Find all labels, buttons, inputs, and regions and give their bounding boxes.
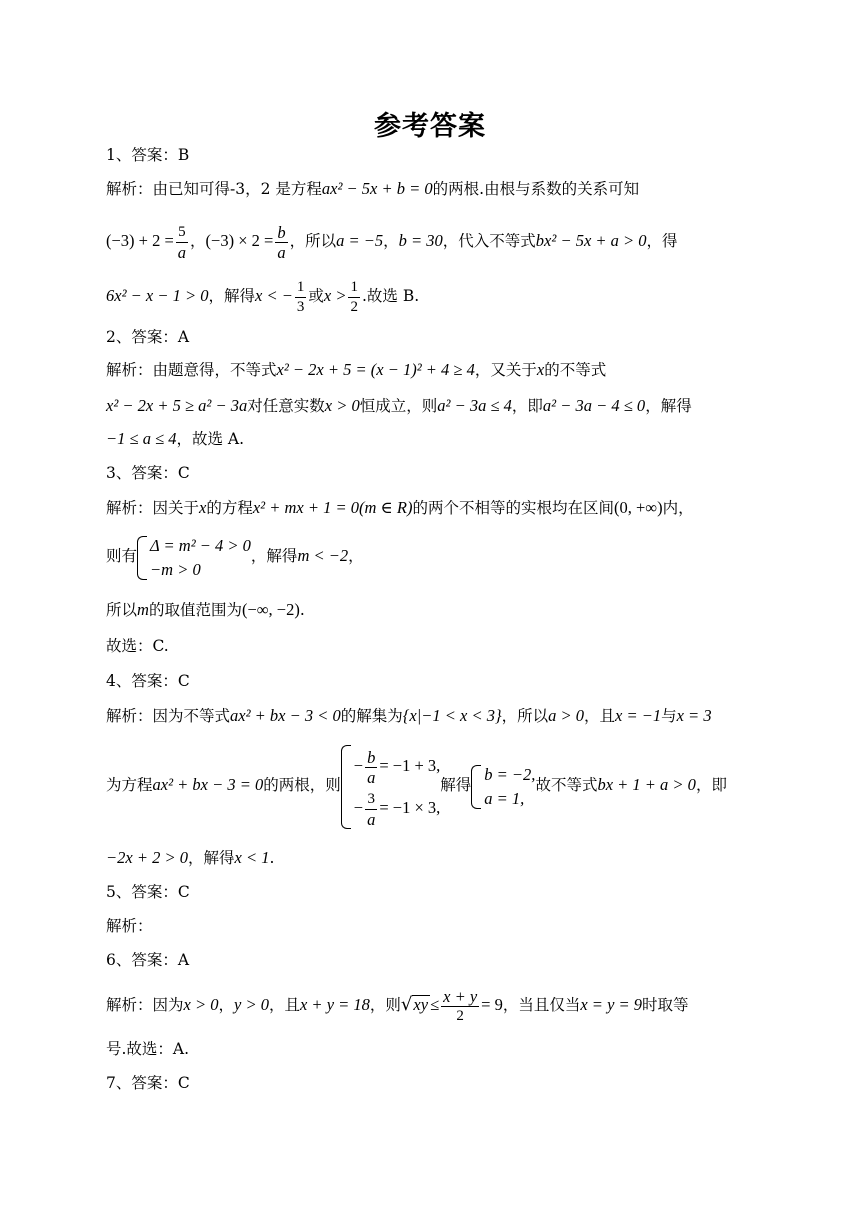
text: 内， bbox=[662, 499, 694, 517]
text: ，且 bbox=[583, 707, 615, 725]
denominator: a bbox=[277, 242, 286, 262]
system-rows bbox=[150, 534, 251, 582]
system-row: b = −2, bbox=[484, 765, 536, 784]
text: 解析：由已知可得-3，2 是方程 bbox=[106, 180, 322, 198]
q2-analysis-line1 bbox=[106, 358, 778, 382]
text: ， bbox=[190, 232, 206, 250]
fraction bbox=[365, 790, 377, 829]
q6-analysis-line1 bbox=[106, 983, 778, 1027]
q5-analysis: 解析： bbox=[106, 917, 153, 935]
text: ，且 bbox=[268, 996, 300, 1014]
text: 解析：由题意得，不等式 bbox=[106, 361, 277, 379]
equation: a² − 3a − 4 ≤ 0 bbox=[542, 396, 646, 415]
numerator: 1 bbox=[295, 278, 307, 298]
text: ，又关于 bbox=[474, 361, 537, 379]
equation: x > 0 bbox=[183, 995, 219, 1014]
set: {x|−1 < x < 3} bbox=[402, 706, 502, 725]
denominator: 2 bbox=[456, 1007, 464, 1024]
text: 的两个不相等的实根均在区间 bbox=[412, 499, 614, 517]
q4-analysis-line1 bbox=[106, 704, 778, 728]
text: ，则 bbox=[369, 996, 401, 1014]
fraction bbox=[275, 223, 287, 262]
text: 的方程 bbox=[206, 499, 253, 517]
equation: −2x + 2 > 0 bbox=[106, 848, 188, 867]
page-title: 参考答案 bbox=[374, 111, 486, 142]
equation: a² − 3a ≤ 4 bbox=[437, 396, 512, 415]
text: 故不等式 bbox=[535, 776, 598, 794]
system-rows bbox=[354, 745, 440, 829]
q3-answer: 3、答案：C bbox=[106, 464, 190, 482]
text: 解得 bbox=[440, 776, 472, 794]
q1-analysis-line2 bbox=[106, 219, 778, 263]
denominator: 3 bbox=[296, 298, 305, 315]
text: 所以 bbox=[106, 601, 138, 619]
q7-answer: 7、答案：C bbox=[106, 1074, 190, 1092]
q3-analysis-line1 bbox=[106, 496, 778, 520]
equation: m < −2 bbox=[297, 546, 349, 565]
equation: = 9 bbox=[481, 995, 503, 1014]
text: 的取值范围为 bbox=[148, 601, 242, 619]
equation: x < − bbox=[255, 286, 293, 305]
variable: x bbox=[536, 360, 545, 379]
denominator: a bbox=[367, 767, 376, 787]
text: 解析：因为 bbox=[106, 996, 184, 1014]
operator: ≤ bbox=[430, 995, 440, 1014]
text: 与 bbox=[661, 707, 677, 725]
text: 的解集为 bbox=[340, 707, 403, 725]
text: 解析：因为不等式 bbox=[106, 707, 231, 725]
interval: (0, +∞) bbox=[614, 498, 663, 517]
text: ， bbox=[348, 547, 364, 565]
system-row: −m > 0 bbox=[150, 560, 201, 579]
equation-system bbox=[341, 741, 440, 831]
brace bbox=[471, 765, 481, 809]
text: ，得 bbox=[646, 232, 678, 250]
equation: x = −1 bbox=[615, 706, 662, 725]
equation: bx + 1 + a > 0 bbox=[597, 775, 696, 794]
equation: x = 3 bbox=[676, 706, 712, 725]
text: 为方程 bbox=[106, 776, 153, 794]
fraction bbox=[348, 278, 360, 317]
q5-answer: 5、答案：C bbox=[106, 883, 190, 901]
equation: bx² − 5x + a > 0 bbox=[535, 231, 647, 250]
text: ，所以 bbox=[289, 232, 337, 250]
system-row bbox=[354, 745, 440, 787]
equation: x² + mx + 1 = 0(m ∈ R) bbox=[252, 498, 413, 517]
equation: = −1 × 3, bbox=[379, 798, 441, 817]
q2-analysis-line3 bbox=[106, 427, 778, 451]
q1-analysis-line1 bbox=[106, 177, 778, 201]
radical-sign: √ bbox=[400, 994, 413, 1015]
text: ， bbox=[218, 996, 234, 1014]
system-rows bbox=[484, 763, 535, 811]
text: 则有 bbox=[106, 547, 138, 565]
text: ，故选 A. bbox=[176, 430, 245, 448]
equation: x < 1 bbox=[234, 848, 270, 867]
equation: x > 0 bbox=[324, 396, 360, 415]
equation: x² − 2x + 5 = (x − 1)² + 4 ≥ 4 bbox=[276, 360, 475, 379]
fraction bbox=[441, 987, 479, 1026]
q3-conclusion: 故选：C. bbox=[106, 637, 169, 655]
q4-analysis-line2 bbox=[106, 740, 778, 830]
text: ，解得 bbox=[645, 397, 692, 415]
system-row bbox=[354, 787, 440, 829]
numerator: x + y bbox=[443, 986, 478, 1006]
text: 或 bbox=[308, 287, 324, 305]
equation: b = 30 bbox=[398, 231, 443, 250]
numerator: b bbox=[277, 222, 286, 242]
q4-answer: 4、答案：C bbox=[106, 672, 190, 690]
minus-sign: − bbox=[353, 798, 364, 817]
fraction bbox=[295, 278, 307, 317]
text: 的两根.由根与系数的关系可知 bbox=[432, 180, 640, 198]
equation: (−3) × 2 = bbox=[205, 231, 274, 250]
equation: x² − 2x + 5 ≥ a² − 3a bbox=[106, 396, 248, 415]
brace bbox=[341, 745, 351, 829]
equation-system bbox=[137, 531, 251, 583]
numerator: b bbox=[367, 747, 376, 767]
equation: x = y = 9 bbox=[580, 995, 643, 1014]
text: . bbox=[299, 601, 305, 619]
system-row: Δ = m² − 4 > 0 bbox=[150, 536, 251, 555]
q6-analysis-line2: 号.故选：A. bbox=[106, 1040, 190, 1058]
text: 解析：因关于 bbox=[106, 499, 200, 517]
numerator: 3 bbox=[365, 790, 377, 810]
equation: 6x² − x − 1 > 0 bbox=[106, 286, 209, 305]
variable: m bbox=[137, 600, 149, 619]
denominator: a bbox=[367, 809, 376, 829]
radicand: xy bbox=[413, 995, 429, 1014]
q1-analysis-line3 bbox=[106, 274, 778, 318]
text: ，当且仅当 bbox=[502, 996, 581, 1014]
fraction bbox=[176, 223, 188, 262]
equation: = −1 + 3, bbox=[379, 756, 441, 775]
q6-answer: 6、答案：A bbox=[106, 951, 190, 969]
text: 对任意实数 bbox=[247, 397, 325, 415]
equation: a = −5 bbox=[336, 231, 384, 250]
text: ，所以 bbox=[501, 707, 549, 725]
equation: ax² + bx − 3 < 0 bbox=[230, 706, 341, 725]
text: 的两根，则 bbox=[263, 776, 341, 794]
numerator: 5 bbox=[176, 223, 188, 243]
minus-sign: − bbox=[353, 756, 364, 775]
equation: ax² − 5x + b = 0 bbox=[321, 179, 433, 198]
brace bbox=[137, 536, 147, 580]
equation: x + y = 18 bbox=[299, 995, 370, 1014]
interval: (−∞, −2) bbox=[241, 600, 300, 619]
q2-answer: 2、答案：A bbox=[106, 328, 190, 346]
text: ，解得 bbox=[250, 547, 298, 565]
denominator: a bbox=[177, 242, 187, 262]
text: . bbox=[269, 849, 275, 867]
variable: x bbox=[199, 498, 207, 517]
text: 恒成立，则 bbox=[359, 397, 438, 415]
q2-analysis-line2 bbox=[106, 394, 778, 418]
q4-analysis-line3 bbox=[106, 846, 778, 870]
fraction bbox=[365, 748, 377, 787]
equation: y > 0 bbox=[234, 995, 269, 1014]
text: ，即 bbox=[511, 397, 543, 415]
text: ，解得 bbox=[187, 849, 235, 867]
text: ， bbox=[383, 232, 399, 250]
text: 的不等式 bbox=[544, 361, 607, 379]
text: ，即 bbox=[695, 776, 727, 794]
q3-analysis-line2 bbox=[106, 530, 778, 582]
equation: −1 ≤ a ≤ 4 bbox=[106, 429, 177, 448]
denominator: 2 bbox=[350, 298, 358, 315]
equation: (−3) + 2 = bbox=[106, 231, 174, 250]
equation: ax² + bx − 3 = 0 bbox=[152, 775, 264, 794]
equation: x > bbox=[323, 286, 347, 305]
text: ，代入不等式 bbox=[442, 232, 536, 250]
equation-system bbox=[471, 741, 535, 831]
system-row: a = 1, bbox=[484, 789, 525, 808]
text: 时取等 bbox=[642, 996, 689, 1014]
q1-answer: 1、答案：B bbox=[106, 146, 190, 164]
numerator: 1 bbox=[348, 278, 360, 298]
q3-analysis-line3 bbox=[106, 598, 778, 622]
text: ，解得 bbox=[208, 287, 256, 305]
text: .故选 B. bbox=[361, 287, 420, 305]
equation: a > 0 bbox=[548, 706, 584, 725]
